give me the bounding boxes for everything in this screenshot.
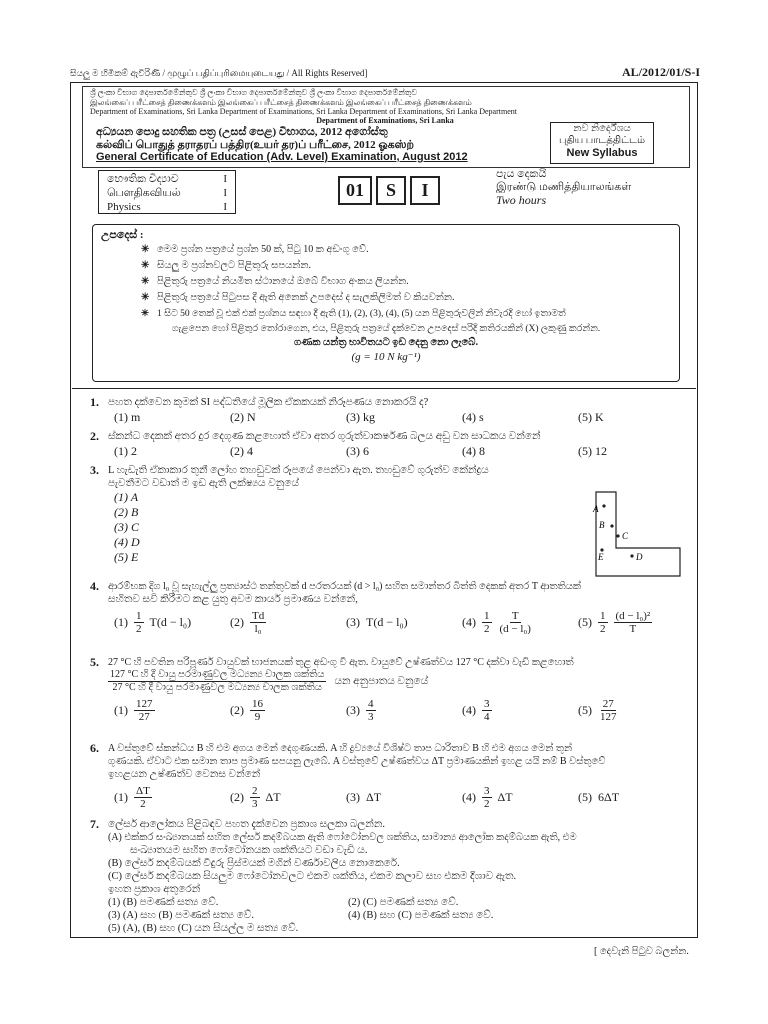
instruction-item xyxy=(141,258,671,274)
option: (2) N xyxy=(230,410,256,424)
exam-title-en: General Certificate of Education (Adv. Level) Examination, August 2012 xyxy=(96,151,468,163)
paper-code-boxes xyxy=(338,176,440,205)
exam-title-si: අධ්‍යයන පොදු සහතික පත්‍ර (උසස් පෙළ) විභාගය, 2012 අගෝස්තු xyxy=(96,126,388,138)
option: (4) $\frac{1}{2}$ $\frac{T}{\text{(d − l₀)}}$ xyxy=(462,610,531,635)
dept-line-2: இலங்கைப் பரீட்சைத் திணைக்களம் இலங்கைப் பரீட்சைத் திணைக்களம் இலங்கைப் பரீட்சைத் திணைக்களம் xyxy=(90,98,472,107)
question-number: 7. xyxy=(90,817,99,831)
statement-c: (C) ලේසර් කදම්බයක සියලුම ෆෝටෝනවලට එකම ශක්තිය, එකම කලාව සහ එකම දිශාව ඇත. xyxy=(108,871,517,882)
subject-paper-en: I xyxy=(223,201,227,213)
instruction-continuation: ගැළපෙන හෝ පිළිතුර තෝරාගෙන, එය, පිළිතුරු පත්‍රයේ දැක්වෙන උපදෙස් පරිදි කතිරයකින් (X) ලකුණු කරන්න. xyxy=(171,324,601,334)
ratio-denominator: 27 °C හි දී වායු පරමාණුවල මධ්‍යන්‍ය චාලක ශක්තිය xyxy=(112,682,322,693)
instruction-item xyxy=(141,274,671,290)
bullet-star-icon: ✳ xyxy=(141,244,150,255)
question-text: පහත දක්වෙන කුමක් SI පද්ධතියේ මූලික ඒකකයක් නිරූපණය නොකරයි ද? xyxy=(108,397,429,408)
gravity-constant: (g = 10 N kg⁻¹) xyxy=(351,351,421,363)
option: (4) s xyxy=(462,410,484,424)
point-c xyxy=(616,534,619,537)
option: (5) K xyxy=(578,410,604,424)
option: (3) ΔT xyxy=(346,790,382,804)
option: (1) m xyxy=(114,410,141,424)
instructions-list xyxy=(101,242,671,322)
options-row xyxy=(114,785,686,810)
options-grid xyxy=(108,896,686,935)
instruction-item xyxy=(141,290,671,306)
ratio-numerator: 127 °C හි දී වායු පරමාණුවල මධ්‍යන්‍ය චාලක ශක්තිය xyxy=(110,669,325,680)
option: (3) $\frac{4}{3}$ xyxy=(346,698,374,723)
point-d xyxy=(630,554,633,557)
option: (3) (A) සහ (B) පමණක් සත්‍ය වේ. xyxy=(108,910,254,921)
option: (1) A xyxy=(114,490,139,504)
question-text: ඉහළයන උෂ්ණත්ව වෙනස වන්නේ xyxy=(108,769,261,780)
syllabus-en: New Syllabus xyxy=(566,147,638,159)
question-number: 1. xyxy=(90,395,99,409)
question-2 xyxy=(90,430,686,458)
question-6 xyxy=(90,742,686,810)
options-row xyxy=(114,445,686,458)
option: (5) (A), (B) සහ (C) යන සියල්ල ම සත්‍ය වේ. xyxy=(108,923,299,934)
calculator-note: ගණක යන්ත්‍ර භාවිතයට ඉඩ දෙනු නො ලැබේ. xyxy=(294,337,478,348)
option: (2) $\frac{Td}{\text{l₀}}$ xyxy=(230,610,265,635)
question-text: 27 °C හි පවතින පරිපූර්ණ වායුවක් භාජනයක් තුළ අඩංගු වී ඇත. වායුවේ උෂ්ණත්වය 127 °C දක්වා වැඩි කළහොත් xyxy=(108,657,574,668)
question-7 xyxy=(90,818,686,935)
option: (5) 6ΔT xyxy=(578,790,620,804)
l-shape-diagram xyxy=(574,488,684,580)
question-text: පැවතීමට වඩාත් ම ඉඩ ඇති ලක්ෂ්‍යය වනුයේ xyxy=(108,478,300,489)
syllabus-box xyxy=(550,122,654,164)
option: (4) $\frac{3}{2}$ ΔT xyxy=(462,785,513,810)
instruction-item xyxy=(141,306,671,322)
question-4 xyxy=(90,580,686,635)
option: (3) C xyxy=(114,520,139,534)
option: (1) $\frac{\Delta T}{2}$ xyxy=(114,785,150,810)
statement-a-cont: සංඛ්‍යාතයම සහිත ෆෝටෝනයක ශක්තියට වඩා වැඩි ය. xyxy=(130,845,368,856)
instruction-text: සියලු ම ප්‍රශ්නවලට පිළිතුරු සපයන්න. xyxy=(157,260,312,271)
option: (2) $\frac{2}{3}$ ΔT xyxy=(230,785,281,810)
dept-line-1: ශ්‍රී ලංකා විභාග දෙපාර්තමේන්තුව ශ්‍රී ලංකා විභාග දෙපාර්තමේන්තුව ශ්‍රී ලංකා විභාග දෙපාර්තමේන්තුව xyxy=(90,88,418,97)
paper-code-box: I xyxy=(410,176,440,205)
question-text: සහිතව සවි කිරීමට කළ යුතු අවම කාර්ය ප්‍රමාණය වන්නේ, xyxy=(108,594,358,605)
option: (2) $\frac{16}{9}$ xyxy=(230,698,263,723)
option: (3) T(d − l₀) xyxy=(346,615,408,629)
ratio-word: යන අනුපාතය වනුයේ xyxy=(334,676,429,687)
divider xyxy=(72,388,696,389)
label-d: D xyxy=(636,552,643,562)
question-number: 2. xyxy=(90,429,99,443)
instructions-box xyxy=(92,224,680,382)
options-row xyxy=(114,610,686,635)
subject-paper-ta: I xyxy=(223,187,227,199)
label-c: C xyxy=(622,531,629,541)
bullet-star-icon: ✳ xyxy=(141,309,149,319)
time-en: Two hours xyxy=(496,193,547,207)
option: (5) 12 xyxy=(578,444,607,458)
option: (1) (B) පමණක් සත්‍ය වේ. xyxy=(108,897,219,908)
option: (1) 2 xyxy=(114,444,137,458)
question-number: 5. xyxy=(90,655,99,669)
options-row xyxy=(114,698,686,723)
option: (1) $\frac{127}{27}$ xyxy=(114,698,153,723)
instruction-text: පිළිතුරු පත්‍රයේ නියමිත ස්ථානයේ ඔබේ විභාග අංකය ලියන්න. xyxy=(157,276,409,287)
syllabus-ta: புதிய பாடத்திட்டம் xyxy=(558,135,645,146)
bullet-star-icon: ✳ xyxy=(141,276,150,287)
question-1 xyxy=(90,396,686,424)
option: (4) D xyxy=(114,535,140,549)
top-row xyxy=(70,62,700,80)
question-text: ගුණයකි. ඒවාට එක සමාන තාප ප්‍රමාණ සපයනු ලැබේ. A වස්තුවේ උෂ්ණත්වය ΔT ප්‍රමාණයකින් ඉහළ යයි නම් B වස්තුවේ xyxy=(108,756,606,767)
instructions-title: උපදෙස් : xyxy=(101,229,144,241)
label-b: B xyxy=(599,520,605,530)
option: (1) $\frac{1}{2}$ T(d − l₀) xyxy=(114,610,192,635)
option: (2) B xyxy=(114,505,139,519)
option: (2) (C) පමණක් සත්‍ය වේ. xyxy=(348,897,459,908)
paper-code-box: 01 xyxy=(338,176,372,205)
question-number: 4. xyxy=(90,579,99,593)
subject-si: භෞතික විද්‍යාව xyxy=(107,173,179,185)
option: (4) (B) සහ (C) පමණක් සත්‍ය වේ. xyxy=(348,910,494,921)
statement-a: (A) එක්කර සංඛ්‍යාතයක් සහිත ලේසර් කදම්බයක ඇති ෆෝටෝනවල ශක්තිය, සාමාන්‍ය ආලෝක කදම්බයක ඇති, එම xyxy=(108,832,577,843)
time-si: පැය දෙකයි xyxy=(496,168,547,180)
syllabus-si: නව නිර්දේශය xyxy=(573,123,631,134)
option: (5) E xyxy=(114,550,139,564)
time-ta: இரண்டு மணித்தியாலங்கள் xyxy=(496,181,632,193)
point-b xyxy=(610,524,613,527)
point-a xyxy=(602,504,605,507)
rights-note: සියලු ම හිමිකම් ඇවිරිණි / முழுப் பதிப்புரிமையுடையது / All Rights Reserved] xyxy=(70,68,368,78)
question-number: 6. xyxy=(90,741,99,755)
instruction-text: 1 සිට 50 තෙක් වූ එක් එක් ප්‍රශ්නය සඳහා දී ඇති (1), (2), (3), (4), (5) යන පිළිතුරුවලින් නිවැරදි හෝ ඉතාමත් xyxy=(157,309,566,319)
option: (5) $\frac{27}{127}$ xyxy=(578,698,617,723)
instruction-text: මෙම ප්‍රශ්න පත්‍රයේ ප්‍රශ්න 50 ක්, පිටු 10 ක අඩංගු වේ. xyxy=(157,244,369,255)
option: (3) 6 xyxy=(346,444,369,458)
label-a: A xyxy=(593,504,599,514)
question-text: A වස්තුවේ ස්කන්ධය B හි එම අගය මෙන් දෙගුණයකි. A හි ද්‍රව්‍යයේ විශිෂ්ට තාප ධාරිතාව B හි එම අගය මෙන් තුන් xyxy=(108,743,573,754)
subject-box xyxy=(98,170,236,214)
paper-code-box: S xyxy=(376,176,406,205)
subject-paper-si: I xyxy=(223,173,227,185)
question-text: ආරම්භක දිග l₀ වූ සැහැල්ලු ප්‍රත්‍යාස්ථ තන්තුවක් d පරතරයක් (d > l₀) සහිත සමාන්තර බිත්ති දෙකක් අතර T ආතතියක් xyxy=(108,581,582,592)
question-5 xyxy=(90,656,686,723)
option: (4) $\frac{3}{4}$ xyxy=(462,698,490,723)
bullet-star-icon: ✳ xyxy=(141,260,150,271)
question-text: ස්කන්ධ දෙකක් අතර දුර දෙගුණ කළහොත් ඒවා අතර ගුරුත්වාකර්ෂණ බලය අඩු වන සාධකය වන්නේ xyxy=(108,431,541,442)
subject-en: Physics xyxy=(107,201,141,213)
label-e: E xyxy=(598,552,604,562)
bullet-star-icon: ✳ xyxy=(141,292,150,303)
instruction-item xyxy=(141,242,671,258)
ratio-line xyxy=(108,669,686,694)
dept-line-4: Department of Examinations, Sri Lanka xyxy=(316,116,454,125)
turn-page-note: [ දෙවැනි පිටුව බලන්න. xyxy=(594,946,689,957)
dept-line-3: Department of Examinations, Sri Lanka Department of Examinations, Sri Lanka Department of Examinations, Sri Lanka Department xyxy=(90,107,517,116)
option: (2) 4 xyxy=(230,444,253,458)
time-box xyxy=(496,168,682,214)
question-number: 3. xyxy=(90,463,99,477)
instruction-text: පිළිතුරු පත්‍රයේ පිටුපස දී ඇති අනෙක් උපදෙස් ද සැලකිලිමත් ව කියවන්න. xyxy=(157,292,455,303)
option: (5) $\frac{1}{2}$ $\frac{\text{(d − l₀)²}}{T}$ xyxy=(578,610,651,635)
statement-b: (B) ලේසර් කදම්බයක් වීදුරු ප්‍රිස්මයක් මගින් වර්ණාවලිය නොකෙරේ. xyxy=(108,858,400,869)
question-text: L හැඩැති ඒකාකාර තුනී ලෝහ තහඩුවක් රූපයේ පෙන්වා ඇත. තහඩුවේ ගුරුත්ව කේන්ද්‍රය xyxy=(108,465,489,476)
paper-code-top: AL/2012/01/S-I xyxy=(621,65,700,79)
statement-lead: ඉහත ප්‍රකාශ අතුරෙන් xyxy=(108,884,201,895)
options-row xyxy=(114,411,686,424)
option: (4) 8 xyxy=(462,444,485,458)
subject-ta: பௌதிகவியல் xyxy=(107,187,181,199)
question-text: ලේසර් ආලෝකය පිළිබඳව පහත දැක්වෙන ප්‍රකාශ සලකා බලන්න. xyxy=(108,819,385,830)
option: (3) kg xyxy=(346,410,375,424)
l-plate-outline xyxy=(596,492,680,576)
exam-title-ta: கல்விப் பொதுத் தராதரப் பத்திர(உயர் தர)ப் பரீட்சை, 2012 ஓகஸ்ற் xyxy=(96,139,414,151)
